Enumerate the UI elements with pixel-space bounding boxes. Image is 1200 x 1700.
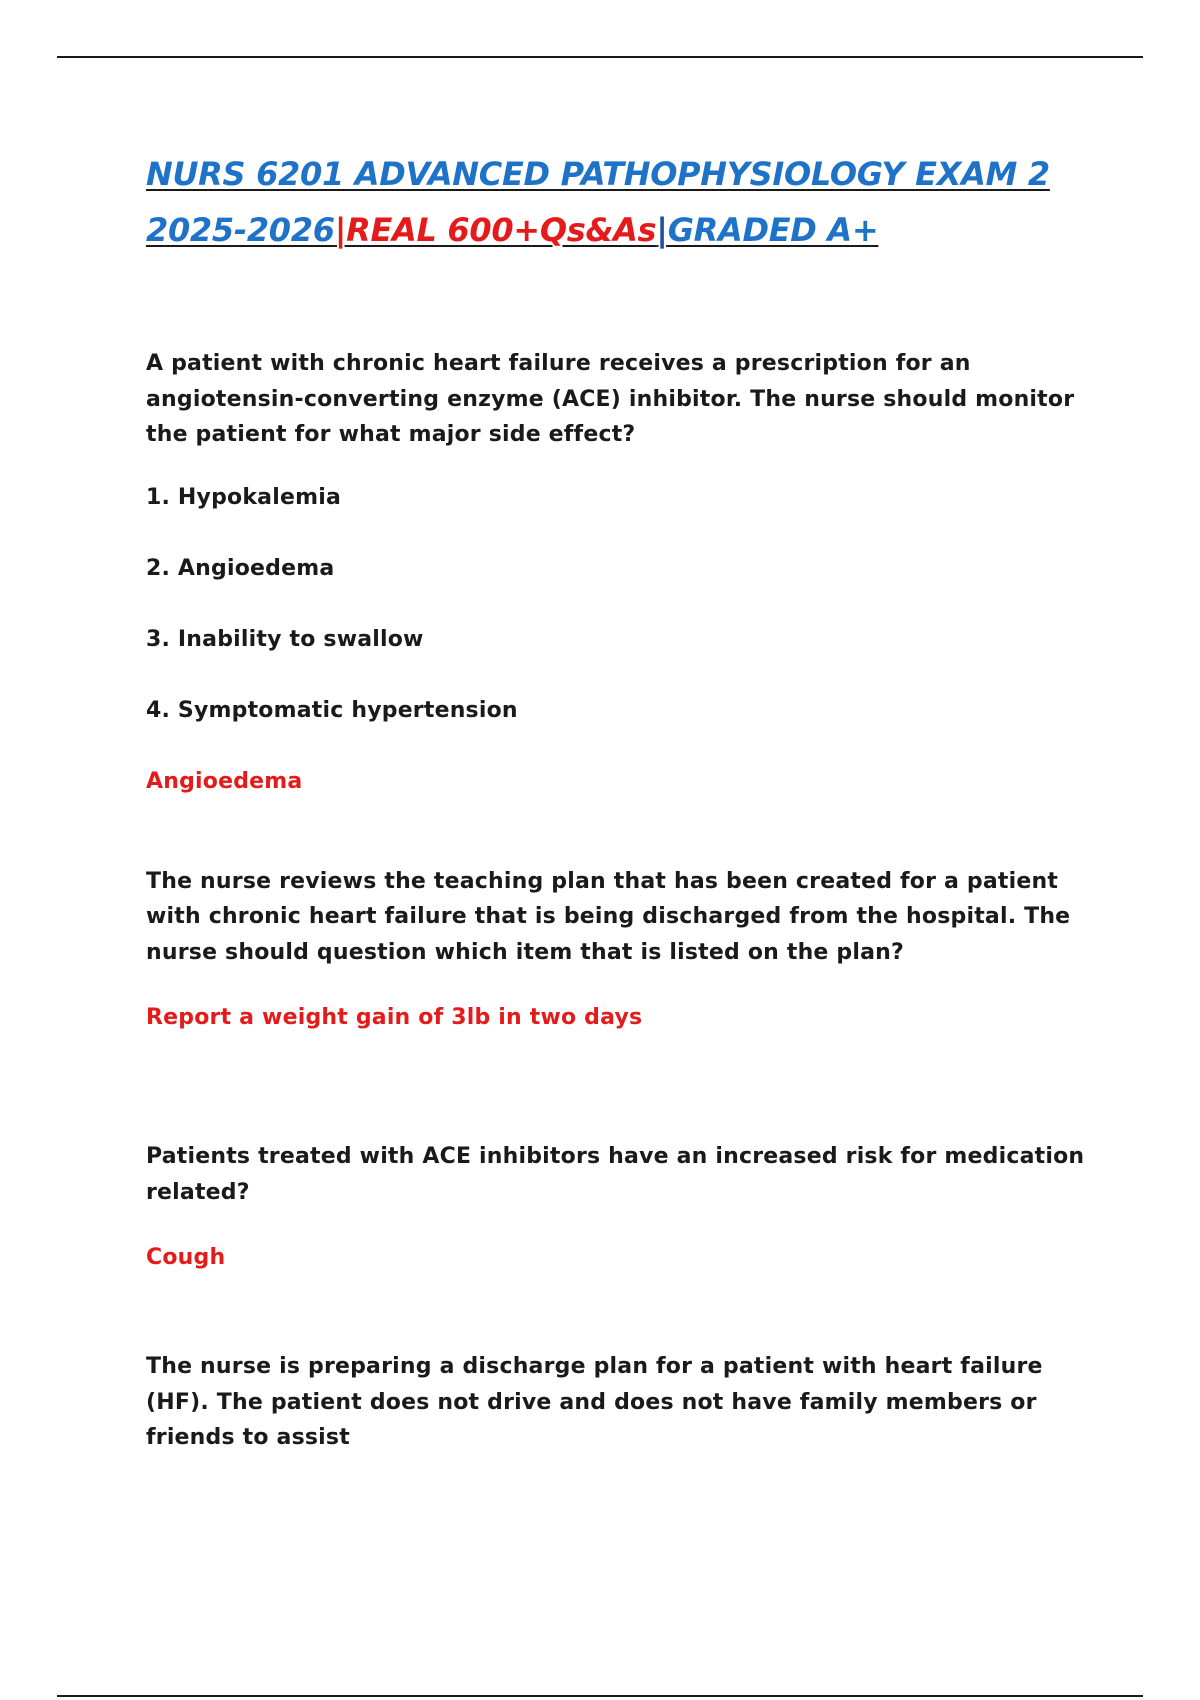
title-separator: |	[334, 211, 347, 249]
option-list	[146, 483, 1096, 726]
title-grade: GRADED A+	[667, 211, 879, 249]
answer-text: Report a weight gain of 3lb in two days	[146, 1005, 643, 1030]
question-text: Patients treated with ACE inhibitors have an increased risk for medication related?	[146, 1144, 1085, 1205]
top-rule	[57, 56, 1143, 58]
title-line1: NURS 6201 ADVANCED PATHOPHYSIOLOGY EXAM 2	[146, 155, 1050, 193]
question-text: A patient with chronic heart failure receives a prescription for an angiotensin-converting enzyme (ACE) inhibitor. The nurse should monitor the patient for what major side effect?	[146, 351, 1075, 447]
question-text: The nurse is preparing a discharge plan for a patient with heart failure (HF). The patient does not drive and does not have family members or friends to assist	[146, 1354, 1043, 1450]
answer-text: Angioedema	[146, 768, 303, 794]
title-separator: |	[656, 211, 668, 249]
bottom-rule	[57, 1695, 1143, 1697]
title-real-count: REAL 600+Qs&As	[346, 211, 657, 249]
option-item: 2. Angioedema	[146, 555, 335, 581]
answer-text: Cough	[146, 1245, 226, 1270]
title-year: 2025-2026	[146, 211, 335, 249]
question-list	[146, 346, 1096, 1456]
document-title	[146, 146, 1106, 258]
option-item: 1. Hypokalemia	[146, 484, 341, 510]
option-item: 4. Symptomatic hypertension	[146, 697, 518, 723]
question-text: The nurse reviews the teaching plan that has been created for a patient with chronic heart failure that is being discharged from the hospital. The nurse should question which item that is listed on the plan?	[146, 868, 1071, 965]
option-item: 3. Inability to swallow	[146, 626, 424, 652]
